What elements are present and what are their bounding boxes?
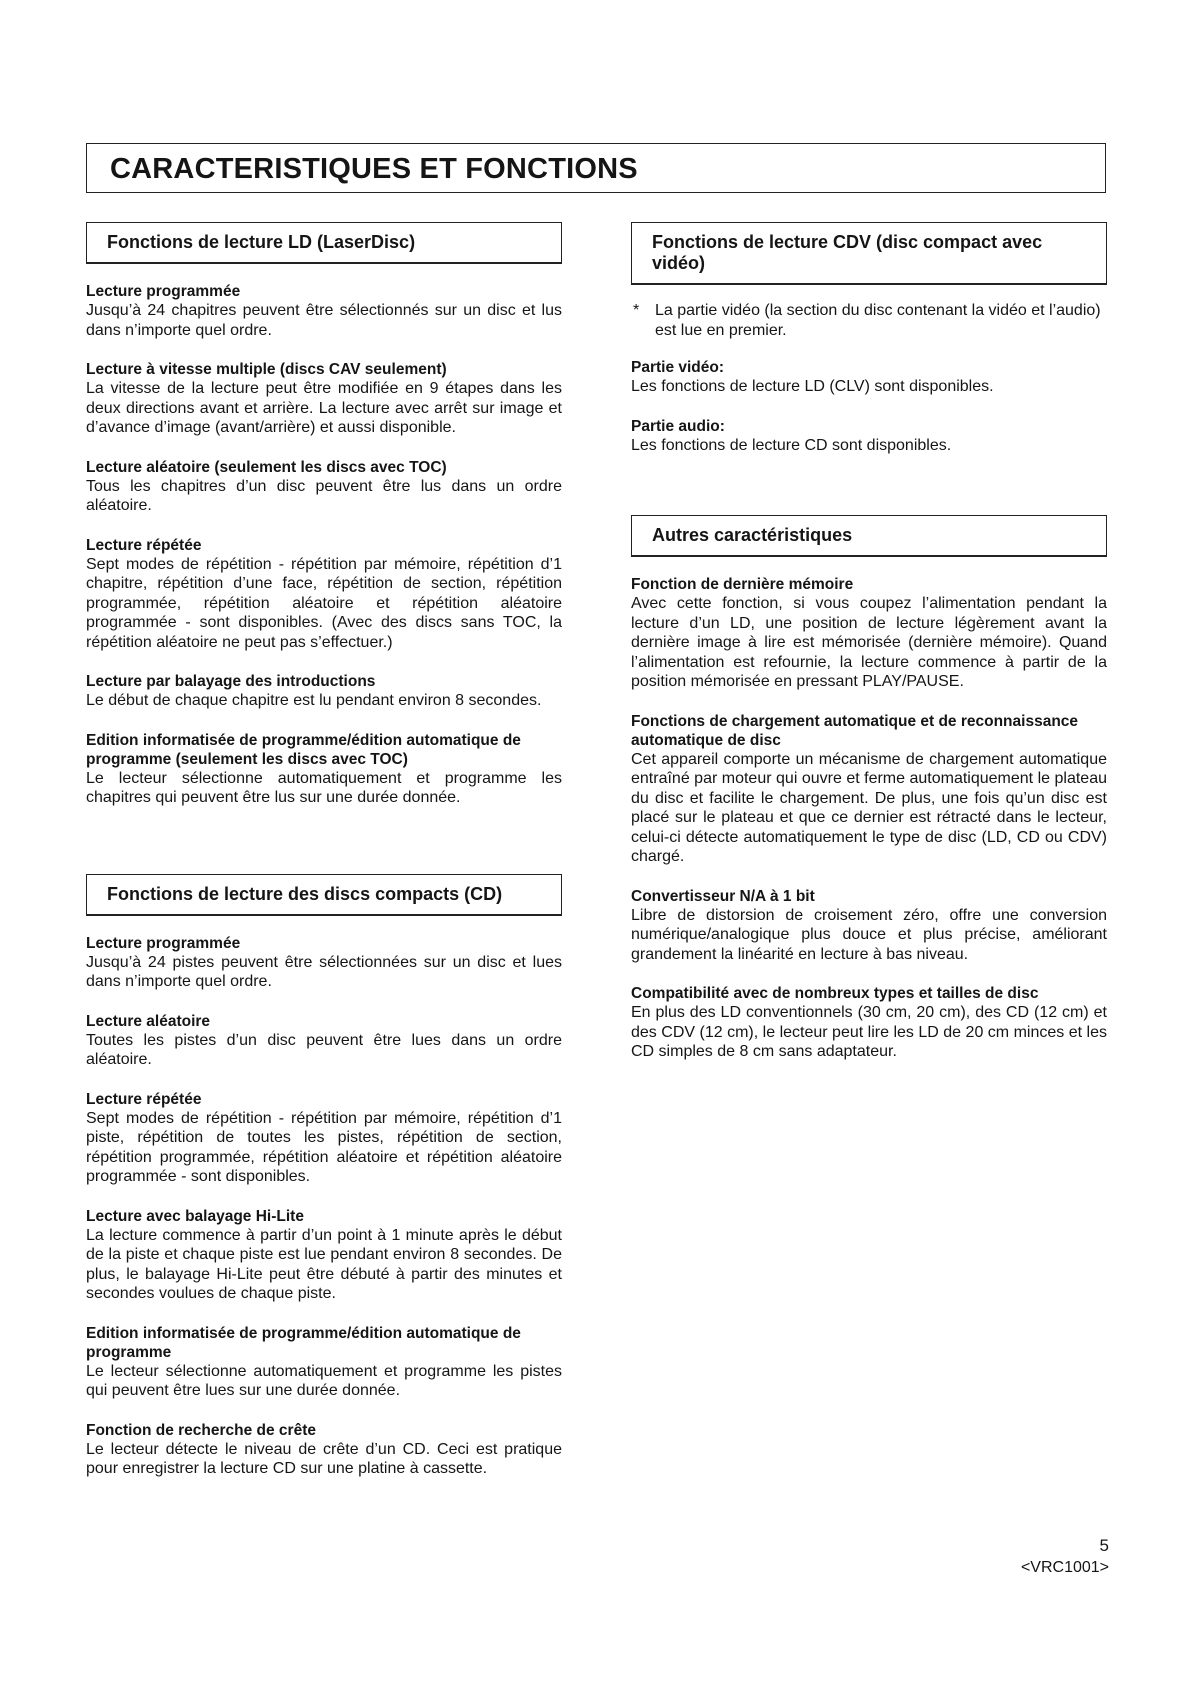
section-heading-ld: Fonctions de lecture LD (LaserDisc) bbox=[86, 222, 562, 264]
feature-item bbox=[631, 887, 1107, 965]
feature-text: Le lecteur détecte le niveau de crête d’un CD. Ceci est pratique pour enregistrer la lecture CD sur une platine à cassette. bbox=[86, 1440, 562, 1477]
section-autres bbox=[631, 515, 1107, 1062]
feature-text: Jusqu’à 24 pistes peuvent être sélectionnées sur un disc et lues dans n’importe quel ordre. bbox=[86, 953, 562, 990]
section-cdv bbox=[631, 222, 1107, 455]
feature-item bbox=[631, 575, 1107, 692]
feature-text: Avec cette fonction, si vous coupez l’alimentation pendant la lecture d’un LD, une position de lecture légèrement avant la dernière image à lire est mémorisée (dernière mémoire). Quand l’alimentation est refournie, la lecture commence à partir de la position mémorisée en pressant PLAY/PAUSE. bbox=[631, 595, 1107, 690]
feature-text: Le lecteur sélectionne automatiquement et programme les chapitres qui peuvent être lus sur une durée donnée. bbox=[86, 769, 562, 806]
section-ld bbox=[86, 222, 562, 808]
feature-text: Le lecteur sélectionne automatiquement et programme les pistes qui peuvent être lues sur une durée donnée. bbox=[86, 1362, 562, 1399]
right-column bbox=[631, 222, 1107, 1128]
section-heading-autres: Autres caractéristiques bbox=[631, 515, 1107, 557]
feature-text: Le début de chaque chapitre est lu pendant environ 8 secondes. bbox=[86, 692, 542, 709]
cdv-note bbox=[631, 301, 1107, 340]
feature-item bbox=[86, 1090, 562, 1187]
feature-text: Libre de distorsion de croisement zéro, offre une conversion numérique/analogique plus douce et plus précise, améliorant grandement la linéarité en lecture à bas niveau. bbox=[631, 906, 1107, 963]
feature-item bbox=[86, 672, 562, 711]
feature-title: Lecture avec balayage Hi-Lite bbox=[86, 1207, 304, 1225]
model-code: <VRC1001> bbox=[1020, 1559, 1109, 1576]
page-number: 5 bbox=[1099, 1536, 1109, 1555]
feature-title: Lecture aléatoire bbox=[86, 1012, 211, 1030]
note-asterisk: * bbox=[633, 302, 640, 319]
feature-title: Lecture répétée bbox=[86, 1090, 202, 1108]
feature-item bbox=[86, 1207, 562, 1304]
feature-text: La lecture commence à partir d’un point à 1 minute après le début de la piste et chaque piste est lue pendant environ 8 secondes. De plus, le balayage Hi-Lite peut être débuté à partir des minutes et secondes voulues de chaque piste. bbox=[86, 1226, 562, 1302]
feature-item bbox=[86, 458, 562, 516]
feature-title: Edition informatisée de programme/édition automatique de programme bbox=[86, 1324, 521, 1361]
feature-text: Tous les chapitres d’un disc peuvent être lus dans un ordre aléatoire. bbox=[86, 477, 562, 514]
feature-title: Partie audio: bbox=[631, 417, 725, 435]
feature-title: Lecture programmée bbox=[86, 934, 241, 952]
feature-item bbox=[86, 536, 562, 653]
feature-title: Lecture aléatoire (seulement les discs avec TOC) bbox=[86, 458, 447, 476]
feature-item bbox=[86, 934, 562, 992]
feature-item bbox=[86, 360, 562, 438]
feature-item bbox=[86, 731, 562, 808]
feature-title: Lecture répétée bbox=[86, 536, 202, 554]
page-footer bbox=[1021, 1535, 1109, 1579]
feature-item bbox=[631, 984, 1107, 1062]
feature-title: Fonction de dernière mémoire bbox=[631, 576, 854, 593]
feature-item bbox=[631, 358, 1107, 397]
feature-title: Fonction de recherche de crête bbox=[86, 1421, 316, 1439]
feature-text: Sept modes de répétition - répétition par mémoire, répétition d’1 chapitre, répétition d’une face, répétition de section, répétition programmée, répétition aléatoire et répétition aléatoire programmée - sont disponibles. (Avec des discs sans TOC, la répétition aléatoire ne peut pas s’effectuer.) bbox=[86, 555, 562, 651]
feature-item bbox=[86, 1324, 562, 1401]
feature-text: La vitesse de la lecture peut être modifiée en 9 étapes dans les deux directions avant et arrière. La lecture avec arrêt sur image et d’avance d’image (avant/arrière) et aussi disponible. bbox=[86, 380, 562, 436]
feature-title: Partie vidéo: bbox=[631, 359, 725, 376]
feature-text: Sept modes de répétition - répétition par mémoire, répétition d’1 piste, répétition de toutes les pistes, répétition de section, répétition programmée, répétition aléatoire et répétition aléatoire programmée - sont disponibles. bbox=[86, 1109, 562, 1185]
section-heading-cdv: Fonctions de lecture CDV (disc compact avec vidéo) bbox=[631, 222, 1107, 285]
feature-title: Convertisseur N/A à 1 bit bbox=[631, 887, 815, 905]
feature-item bbox=[631, 712, 1107, 867]
feature-title: Compatibilité avec de nombreux types et tailles de disc bbox=[631, 985, 1039, 1002]
note-text: La partie vidéo (la section du disc contenant la vidéo et l’audio) est lue en premier. bbox=[655, 302, 1101, 339]
feature-title: Lecture à vitesse multiple (discs CAV seulement) bbox=[86, 361, 447, 378]
feature-text: Cet appareil comporte un mécanisme de chargement automatique entraîné par moteur qui ouvre et ferme automatiquement le plateau du disc et facilite le chargement. De plus, une fois qu’un disc est placé sur le plateau et que ce dernier est rétracté dans le lecteur, celui-ci détecte automatiquement le type de disc (LD, CD ou CDV) chargé. bbox=[631, 750, 1107, 865]
page-title: CARACTERISTIQUES ET FONCTIONS bbox=[110, 153, 638, 185]
page-title-box bbox=[86, 143, 1106, 193]
feature-item bbox=[86, 1421, 562, 1479]
section-heading-cd: Fonctions de lecture des discs compacts (CD) bbox=[86, 874, 562, 916]
feature-title: Lecture par balayage des introductions bbox=[86, 673, 376, 690]
left-column bbox=[86, 222, 562, 1545]
feature-title: Lecture programmée bbox=[86, 283, 241, 300]
section-cd bbox=[86, 874, 562, 1479]
feature-item bbox=[631, 417, 1107, 456]
feature-text: Jusqu’à 24 chapitres peuvent être sélectionnés sur un disc et lus dans n’importe quel ordre. bbox=[86, 302, 562, 339]
feature-title: Edition informatisée de programme/édition automatique de programme (seulement les discs avec TOC) bbox=[86, 731, 521, 768]
feature-text: Toutes les pistes d’un disc peuvent être lues dans un ordre aléatoire. bbox=[86, 1031, 562, 1068]
feature-text: En plus des LD conventionnels (30 cm, 20 cm), des CD (12 cm) et des CDV (12 cm), le lecteur peut lire les LD de 20 cm minces et les CD simples de 8 cm sans adaptateur. bbox=[631, 1004, 1107, 1060]
feature-text: Les fonctions de lecture LD (CLV) sont disponibles. bbox=[631, 378, 994, 395]
feature-title: Fonctions de chargement automatique et de reconnaissance automatique de disc bbox=[631, 712, 1079, 749]
feature-item bbox=[86, 1012, 562, 1070]
feature-text: Les fonctions de lecture CD sont disponibles. bbox=[631, 436, 952, 454]
feature-item bbox=[86, 282, 562, 340]
